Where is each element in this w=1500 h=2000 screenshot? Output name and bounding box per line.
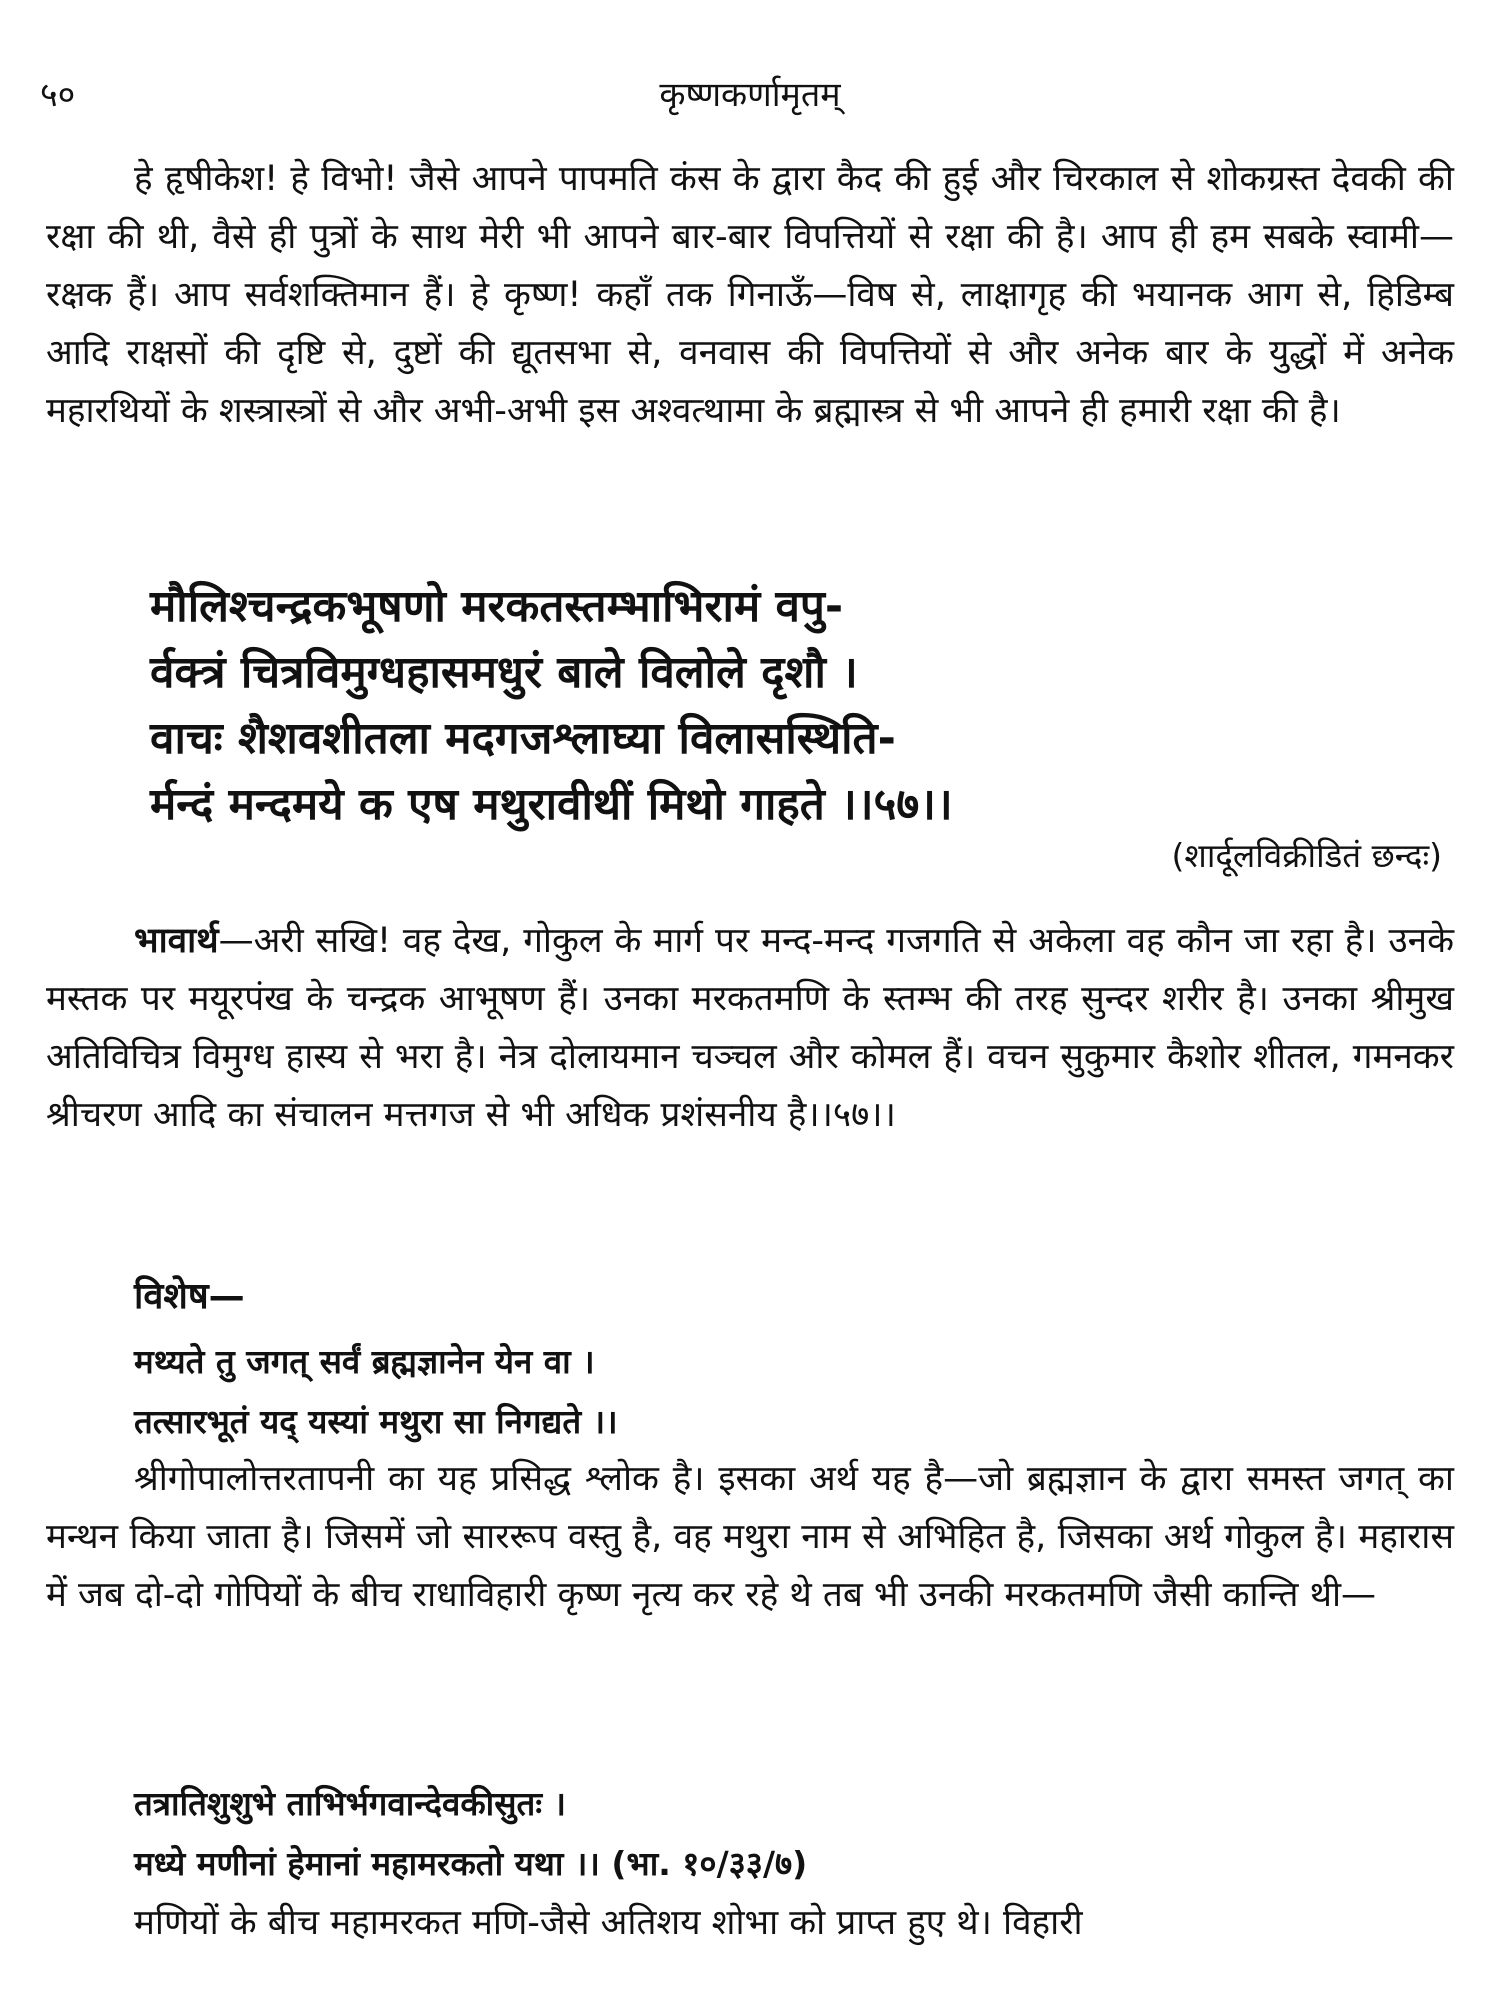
running-title: कृष्णकर्णामृतम् [659,75,841,115]
paragraph-text: मणियों के बीच महामरकत मणि-जैसे अतिशय शोभा को प्राप्त हुए थे। विहारी [134,1903,1083,1943]
bhavartha-label: भावार्थ [134,921,219,961]
verse-line: र्वक्त्रं चित्रविमुग्धहासमधुरं बाले विलोले दृशौ । [150,647,858,698]
bhagavata-verse [134,1774,1434,1894]
verse-line: वाचः शैशवशीतला मदगजश्लाघ्या विलासस्थिति- [150,713,896,764]
vishesh-paragraph [46,1450,1454,1624]
page-header [40,70,1460,120]
paragraph-text: हे हृषीकेश! हे विभो! जैसे आपने पापमति कंस के द्वारा कैद की हुई और चिरकाल से शोकग्रस्त देवकी की रक्षा की थी, वैसे ही पुत्रों के साथ मेरी भी आपने बार-बार विपत्तियों से रक्षा की है। आप ही हम सबके स्वामी—रक्षक हैं। आप सर्वशक्तिमान हैं। हे कृष्ण! कहाँ तक गिनाऊँ—विष से, लाक्षागृह की भयानक आग से, हिडिम्ब आदि राक्षसों की दृष्टि से, दुष्टों की द्यूतसभा से, वनवास की विपत्तियों से और अनेक बार के युद्धों में अनेक महारथियों के शस्त्रास्त्रों से और अभी-अभी इस अश्वत्थामा के ब्रह्मास्त्र से भी आपने ही हमारी रक्षा की है। [46,159,1454,431]
verse-line: र्मन्दं मन्दमये क एष मथुरावीथीं मिथो गाहते ।।५७।। [150,779,953,830]
paragraph-text: श्रीगोपालोत्तरतापनी का यह प्रसिद्ध श्लोक है। इसका अर्थ यह है—जो ब्रह्मज्ञान के द्वारा समस्त जगत् का मन्थन किया जाता है। जिसमें जो साररूप वस्तु है, वह मथुरा नाम से अभिहित है, जिसका अर्थ गोकुल है। महारास में जब दो-दो गोपियों के बीच राधाविहारी कृष्ण नृत्य कर रहे थे तब भी उनकी मरकतमणि जैसी कान्ति थी— [46,1459,1454,1615]
verse-line: मध्ये मणीनां हेमानां महामरकतो यथा ।। (भा. १०/३३/७) [134,1844,808,1883]
verse-line: तत्रातिशुशुभे ताभिर्भगवान्देवकीसुतः । [134,1784,567,1823]
closing-paragraph [46,1894,1454,1952]
bhavartha-paragraph [46,912,1454,1144]
bhavartha-text [46,912,1454,1144]
verse-line: तत्सारभूतं यद् यस्यां मथुरा सा निगद्यते ।। [134,1402,618,1441]
page-number: ५० [40,75,76,115]
vishesh-heading: विशेष— [134,1276,245,1317]
verse-line: मौलिश्चन्द्रकभूषणो मरकतस्तम्भाभिरामं वपु- [150,581,844,632]
verse-57 [150,574,1410,838]
meter-label: (शार्दूलविक्रीडितं छन्दः) [1171,836,1442,875]
verse-line: मथ्यते तु जगत् सर्वं ब्रह्मज्ञानेन येन वा । [134,1342,595,1381]
commentary-paragraph [46,150,1454,440]
bhavartha-body: —अरी सखि! वह देख, गोकुल के मार्ग पर मन्द-मन्द गजगति से अकेला वह कौन जा रहा है। उनके मस्तक पर मयूरपंख के चन्द्रक आभूषण हैं। उनका मरकतमणि के स्तम्भ की तरह सुन्दर शरीर है। उनका श्रीमुख अतिविचित्र विमुग्ध हास्य से भरा है। नेत्र दोलायमान चञ्चल और कोमल हैं। वचन सुकुमार कैशोर शीतल, गमनकर श्रीचरण आदि का संचालन मत्तगज से भी अधिक प्रशंसनीय है।।५७।। [46,921,1454,1135]
mathura-verse [134,1332,1434,1452]
